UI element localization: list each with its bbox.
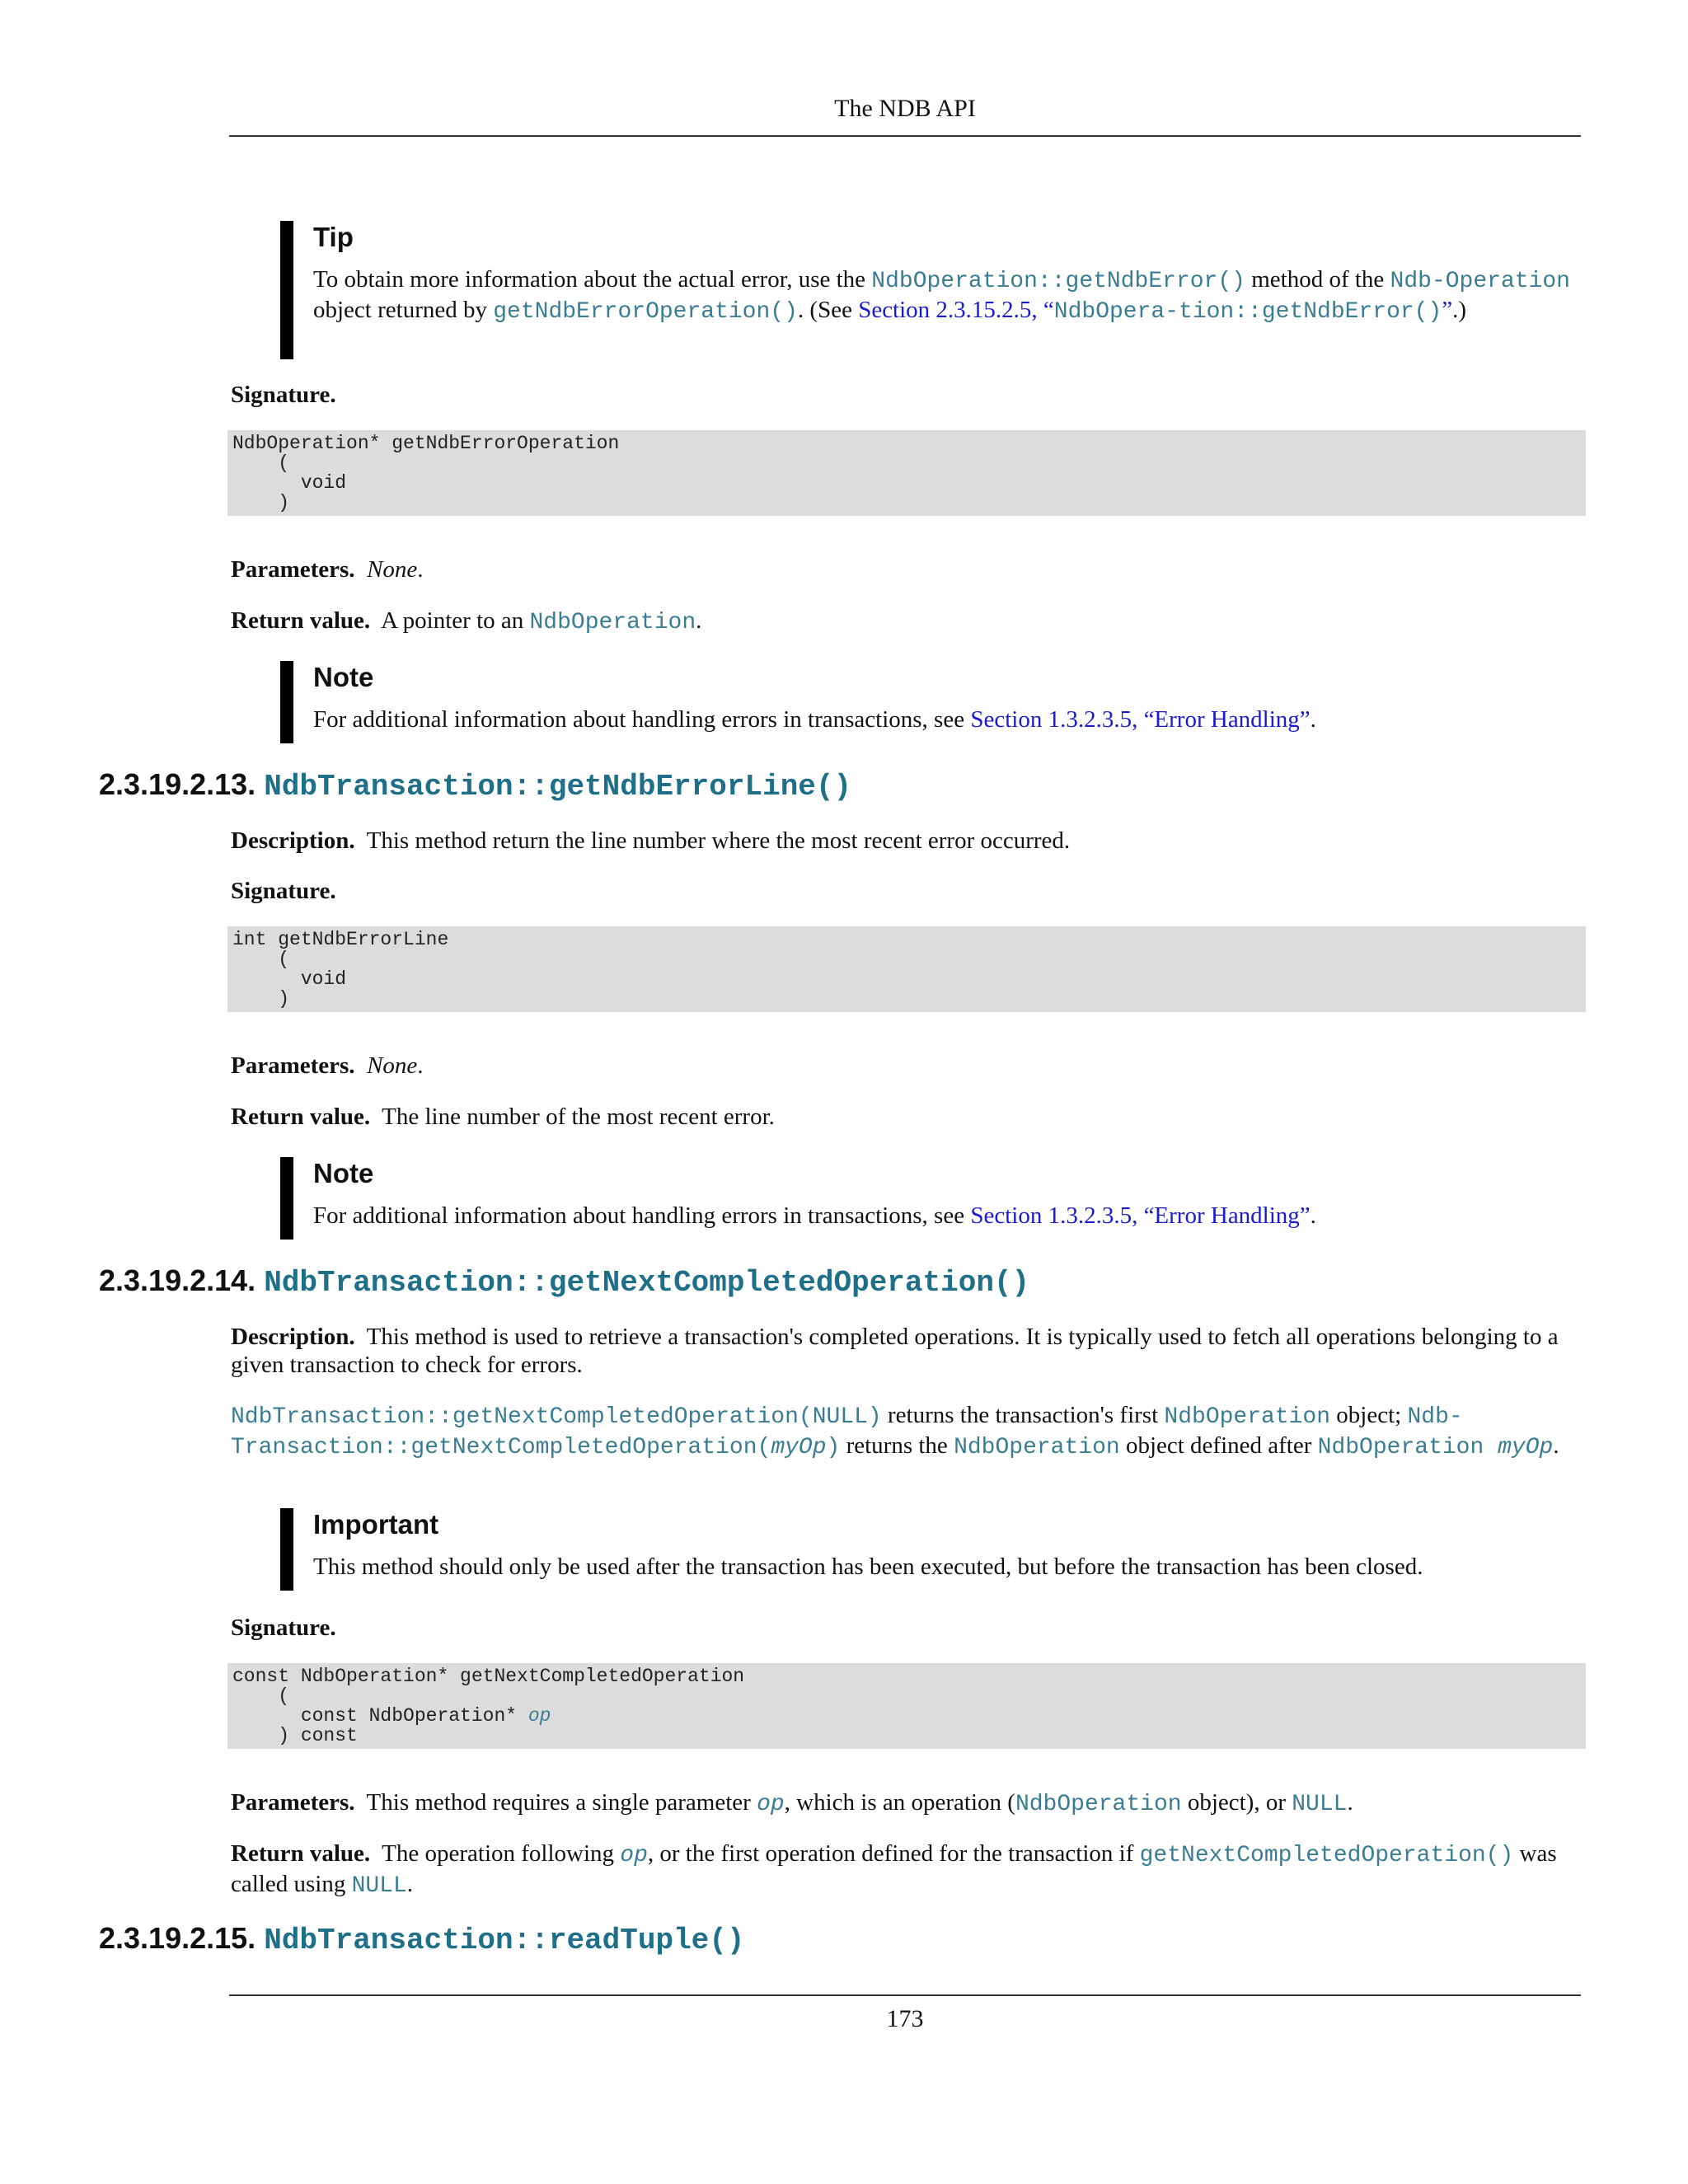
parameters-line: Parameters. None. <box>231 556 424 583</box>
description-paragraph: Description. This method is used to retrieve a transaction's completed operations. It is typically used to fetch all operations belonging to a given transaction to check for errors. <box>231 1324 1559 1378</box>
code-ref[interactable]: NdbOperation <box>954 1435 1120 1460</box>
code-block: const NdbOperation* getNextCompletedOperation ( const NdbOperation* op ) const <box>227 1663 1586 1749</box>
important-title: Important <box>313 1509 439 1540</box>
section-heading: 2.3.19.2.15. NdbTransaction::readTuple() <box>99 1921 745 1957</box>
tip-text: To obtain more information about the actual error, use the NdbOperation::getNdbError() method of the Ndb-Operation object returned by getNdbErrorOperation(). (See Section 2.3.15.2.5, “NdbOpera-tion::getNdbError()”.) <box>313 266 1570 325</box>
running-header: The NDB API <box>834 95 976 122</box>
parameters-line: Parameters. None. <box>231 1052 424 1079</box>
code-ref[interactable]: op <box>757 1792 785 1817</box>
code-ref[interactable]: NdbOperation <box>529 610 696 635</box>
return-value-line: Return value. The line number of the most recent error. <box>231 1104 775 1130</box>
note-text: For additional information about handling errors in transactions, see Section 1.3.2.3.5, “Error Handling”. <box>313 706 1316 733</box>
important-text: This method should only be used after the transaction has been executed, but before the transaction has been closed. <box>313 1554 1423 1580</box>
code-block: int getNdbErrorLine ( void ) <box>227 926 1586 1012</box>
tip-title: Tip <box>313 222 354 252</box>
signature-label: Signature. <box>231 1615 336 1641</box>
note-box <box>280 1157 1582 1240</box>
return-value-paragraph: Return value. The operation following op, or the first operation defined for the transaction if getNextCompletedOperation() was called using NULL. <box>231 1840 1557 1899</box>
code-ref[interactable]: Ndb-Operation <box>1390 269 1570 294</box>
description-line: Description. This method return the line number where the most recent error occurred. <box>231 827 1071 854</box>
code-ref[interactable]: Ndb-Transaction::getNextCompletedOperation(myOp) <box>231 1404 1463 1460</box>
important-box <box>280 1508 1582 1591</box>
footer-rule <box>229 1994 1581 1996</box>
code-ref[interactable]: getNdbErrorOperation() <box>493 299 798 325</box>
parameters-line: Parameters. This method requires a single parameter op, which is an operation (NdbOperation object), or NULL. <box>231 1789 1353 1817</box>
code-ref[interactable]: op <box>620 1843 648 1868</box>
signature-label: Signature. <box>231 878 336 904</box>
section-link[interactable]: Section 2.3.15.2.5, “NdbOpera-tion::getNdbError()” <box>858 297 1453 325</box>
section-heading: 2.3.19.2.14. NdbTransaction::getNextCompletedOperation() <box>99 1263 1030 1300</box>
section-link[interactable]: Section 1.3.2.3.5, “Error Handling” <box>970 706 1311 733</box>
usage-paragraph: NdbTransaction::getNextCompletedOperation(NULL) returns the transaction's first NdbOperation object; Ndb-Transaction::getNextCompletedOperation(myOp) returns the NdbOperation object defined after NdbOperation myOp. <box>231 1402 1559 1460</box>
return-value-line: Return value. A pointer to an NdbOperation. <box>231 607 702 635</box>
note-text: For additional information about handling errors in transactions, see Section 1.3.2.3.5, “Error Handling”. <box>313 1202 1316 1229</box>
code-ref[interactable]: NULL <box>351 1873 407 1899</box>
header-rule <box>229 135 1581 137</box>
page-number: 173 <box>886 2005 924 2032</box>
code-block: NdbOperation* getNdbErrorOperation ( void ) <box>227 430 1586 516</box>
code-ref[interactable]: getNextCompletedOperation() <box>1139 1843 1514 1868</box>
section-link[interactable]: Section 1.3.2.3.5, “Error Handling” <box>970 1202 1311 1229</box>
section-heading: 2.3.19.2.13. NdbTransaction::getNdbErrorLine() <box>99 767 852 804</box>
tip-box <box>280 221 1582 359</box>
note-box <box>280 661 1582 743</box>
code-ref[interactable]: NdbTransaction::getNextCompletedOperation(NULL) <box>231 1404 882 1430</box>
code-ref[interactable]: NULL <box>1292 1792 1348 1817</box>
signature-label: Signature. <box>231 382 336 408</box>
code-ref[interactable]: NdbOperation <box>1015 1792 1182 1817</box>
code-ref[interactable]: NdbOperation::getNdbError() <box>871 269 1245 294</box>
code-ref[interactable]: NdbOperation myOp <box>1317 1435 1554 1460</box>
note-title: Note <box>313 662 374 692</box>
code-ref[interactable]: NdbOperation <box>1164 1404 1331 1430</box>
note-title: Note <box>313 1158 374 1188</box>
